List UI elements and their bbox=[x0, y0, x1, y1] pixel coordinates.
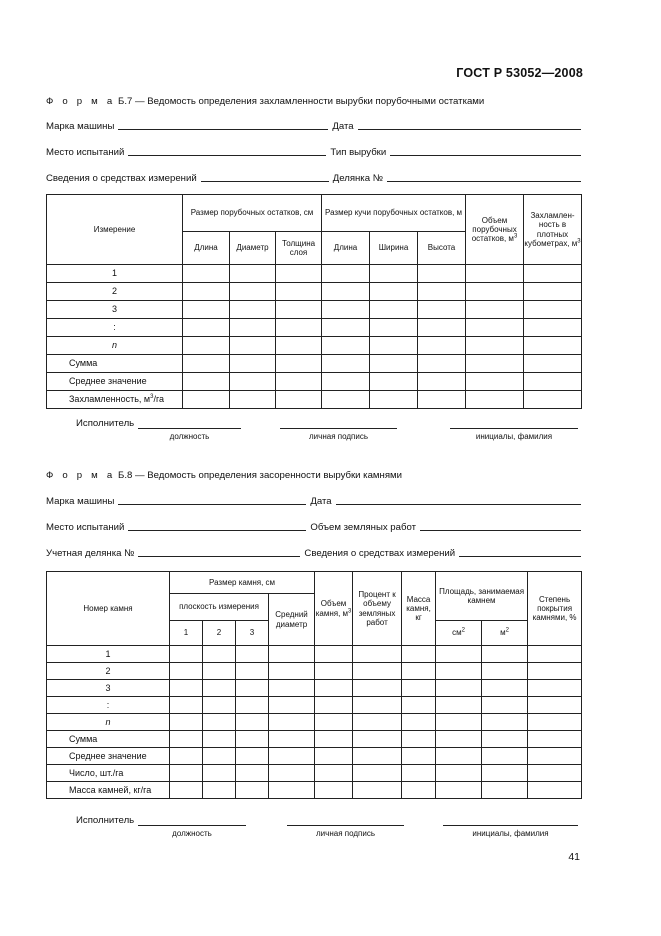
header-pile-length: Длина bbox=[322, 232, 370, 265]
executor-label: Исполнитель bbox=[76, 815, 135, 826]
header-measuring-plane: плоскость измерения bbox=[170, 594, 269, 621]
plot-no-field[interactable] bbox=[138, 547, 300, 557]
row-label-clutter: Захламленность, $м^3/га$ bbox=[47, 391, 183, 409]
header-pile-size: Размер кучи порубочных остатков, м bbox=[322, 195, 466, 232]
form-b7-title-block bbox=[46, 96, 484, 107]
form-b8-row-place bbox=[46, 521, 581, 533]
header-percent-earthwork: Процент к объему земляных работ bbox=[353, 572, 402, 646]
row-label: 2 bbox=[47, 663, 170, 680]
header-plane-2: 2 bbox=[203, 621, 236, 646]
table-row bbox=[47, 301, 582, 319]
form-b7-title: Б.7 — Ведомость определения захламленности вырубки порубочными остатками bbox=[118, 96, 485, 107]
caption-initials: инициалы, фамилия bbox=[472, 829, 549, 838]
header-diameter: Диаметр bbox=[230, 232, 276, 265]
caption-position: должность bbox=[169, 432, 210, 441]
header-area-cm2: $см^2$ bbox=[436, 621, 482, 646]
table-row bbox=[47, 337, 582, 355]
table-row bbox=[47, 646, 582, 663]
header-stone-no: Номер камня bbox=[47, 572, 170, 646]
initials-line[interactable] bbox=[450, 428, 578, 429]
header-residue-volume: Объем порубочных остатков, $м^3$ bbox=[466, 195, 524, 265]
row-label: 3 bbox=[47, 301, 183, 319]
table-row bbox=[47, 283, 582, 301]
plot-no-field[interactable] bbox=[387, 172, 581, 182]
caption-signature: личная подпись bbox=[309, 432, 368, 441]
measuring-tools-field[interactable] bbox=[459, 547, 581, 557]
form-b7-table bbox=[46, 194, 582, 409]
header-stone-area: Площадь, занимаемая камнем bbox=[436, 572, 528, 621]
form-b7-row-machine bbox=[46, 120, 581, 132]
table-row bbox=[47, 319, 582, 337]
row-label: : bbox=[47, 319, 183, 337]
label-cutting-type: Тип вырубки bbox=[330, 147, 387, 158]
table-row-sum bbox=[47, 731, 582, 748]
row-label-sum: Сумма bbox=[47, 731, 170, 748]
initials-line[interactable] bbox=[443, 825, 578, 826]
table-row-clutter bbox=[47, 391, 582, 409]
row-label: n bbox=[47, 337, 183, 355]
header-height: Высота bbox=[418, 232, 466, 265]
table-row bbox=[47, 663, 582, 680]
row-label: 3 bbox=[47, 680, 170, 697]
table-row bbox=[47, 680, 582, 697]
date-field[interactable] bbox=[336, 495, 581, 505]
header-clutter-dense: Захламлен-ность в плотных кубометрах, $м^3$ bbox=[524, 195, 582, 265]
row-label: 1 bbox=[47, 265, 183, 283]
header-area-m2: $м^2$ bbox=[482, 621, 528, 646]
row-label-sum: Сумма bbox=[47, 355, 183, 373]
table-row-count bbox=[47, 765, 582, 782]
signature-line[interactable] bbox=[287, 825, 404, 826]
table-row-mass bbox=[47, 782, 582, 799]
caption-initials: инициалы, фамилия bbox=[475, 432, 553, 441]
table-row-average bbox=[47, 373, 582, 391]
label-earthwork-volume: Объем земляных работ bbox=[310, 522, 416, 533]
label-date: Дата bbox=[310, 496, 332, 507]
row-label: n bbox=[47, 714, 170, 731]
table-row bbox=[47, 714, 582, 731]
header-width: Ширина bbox=[370, 232, 418, 265]
form-b8-table bbox=[46, 571, 582, 799]
header-stone-volume: Объем камня, $м^3$ bbox=[315, 572, 353, 646]
label-measuring-tools: Сведения о средствах измерений bbox=[46, 173, 197, 184]
form-b7-row-tools bbox=[46, 172, 581, 184]
label-measuring-tools: Сведения о средствах измерений bbox=[304, 548, 456, 559]
header-layer-thickness: Толщина слоя bbox=[276, 232, 322, 265]
machine-brand-field[interactable] bbox=[118, 495, 306, 505]
label-test-place: Место испытаний bbox=[46, 147, 125, 158]
header-coverage: Степень покрытия камнями, % bbox=[528, 572, 582, 646]
form-b8-row-machine bbox=[46, 495, 581, 507]
form-b8-title: Б.8 — Ведомость определения засоренности вырубки камнями bbox=[118, 470, 402, 481]
form-b8-title-block bbox=[46, 470, 402, 481]
caption-position: должность bbox=[172, 829, 212, 838]
table-row bbox=[47, 697, 582, 714]
test-place-field[interactable] bbox=[128, 521, 306, 531]
measuring-tools-field[interactable] bbox=[201, 172, 329, 182]
label-date: Дата bbox=[332, 121, 354, 132]
header-avg-diameter: Средний диаметр bbox=[269, 594, 315, 646]
executor-label: Исполнитель bbox=[76, 418, 135, 429]
row-label-average: Среднее значение bbox=[47, 748, 170, 765]
label-plot-no: Учетная делянка № bbox=[46, 548, 135, 559]
row-label: 2 bbox=[47, 283, 183, 301]
header-measurement: Измерение bbox=[47, 195, 183, 265]
table-row-average bbox=[47, 748, 582, 765]
cutting-type-field[interactable] bbox=[390, 146, 581, 156]
machine-brand-field[interactable] bbox=[118, 120, 328, 130]
form-b7-row-place bbox=[46, 146, 581, 158]
row-label-average: Среднее значение bbox=[47, 373, 183, 391]
page-number: 41 bbox=[568, 851, 580, 863]
date-field[interactable] bbox=[358, 120, 581, 130]
document-code: ГОСТ Р 53052—2008 bbox=[456, 66, 583, 80]
header-length: Длина bbox=[183, 232, 230, 265]
label-machine-brand: Марка машины bbox=[46, 121, 115, 132]
label-machine-brand: Марка машины bbox=[46, 496, 115, 507]
header-plane-1: 1 bbox=[170, 621, 203, 646]
header-stone-size: Размер камня, см bbox=[170, 572, 315, 594]
table-row bbox=[47, 265, 582, 283]
header-stone-mass: Масса камня, кг bbox=[402, 572, 436, 646]
earthwork-volume-field[interactable] bbox=[420, 521, 581, 531]
position-line[interactable] bbox=[138, 825, 246, 826]
caption-signature: личная подпись bbox=[316, 829, 375, 838]
row-label: : bbox=[47, 697, 170, 714]
position-line[interactable] bbox=[138, 428, 241, 429]
signature-line[interactable] bbox=[280, 428, 397, 429]
row-label: 1 bbox=[47, 646, 170, 663]
label-plot-no: Делянка № bbox=[332, 173, 384, 184]
row-label-mass: Масса камней, кг/га bbox=[47, 782, 170, 799]
test-place-field[interactable] bbox=[128, 146, 326, 156]
row-label-count: Число, шт./га bbox=[47, 765, 170, 782]
label-test-place: Место испытаний bbox=[46, 522, 125, 533]
table-row-sum bbox=[47, 355, 582, 373]
form-word: Ф о р м а bbox=[46, 96, 116, 107]
form-b8-row-plot bbox=[46, 547, 581, 559]
header-plane-3: 3 bbox=[236, 621, 269, 646]
header-residue-size: Размер порубочных остатков, см bbox=[183, 195, 322, 232]
form-word: Ф о р м а bbox=[46, 470, 116, 481]
